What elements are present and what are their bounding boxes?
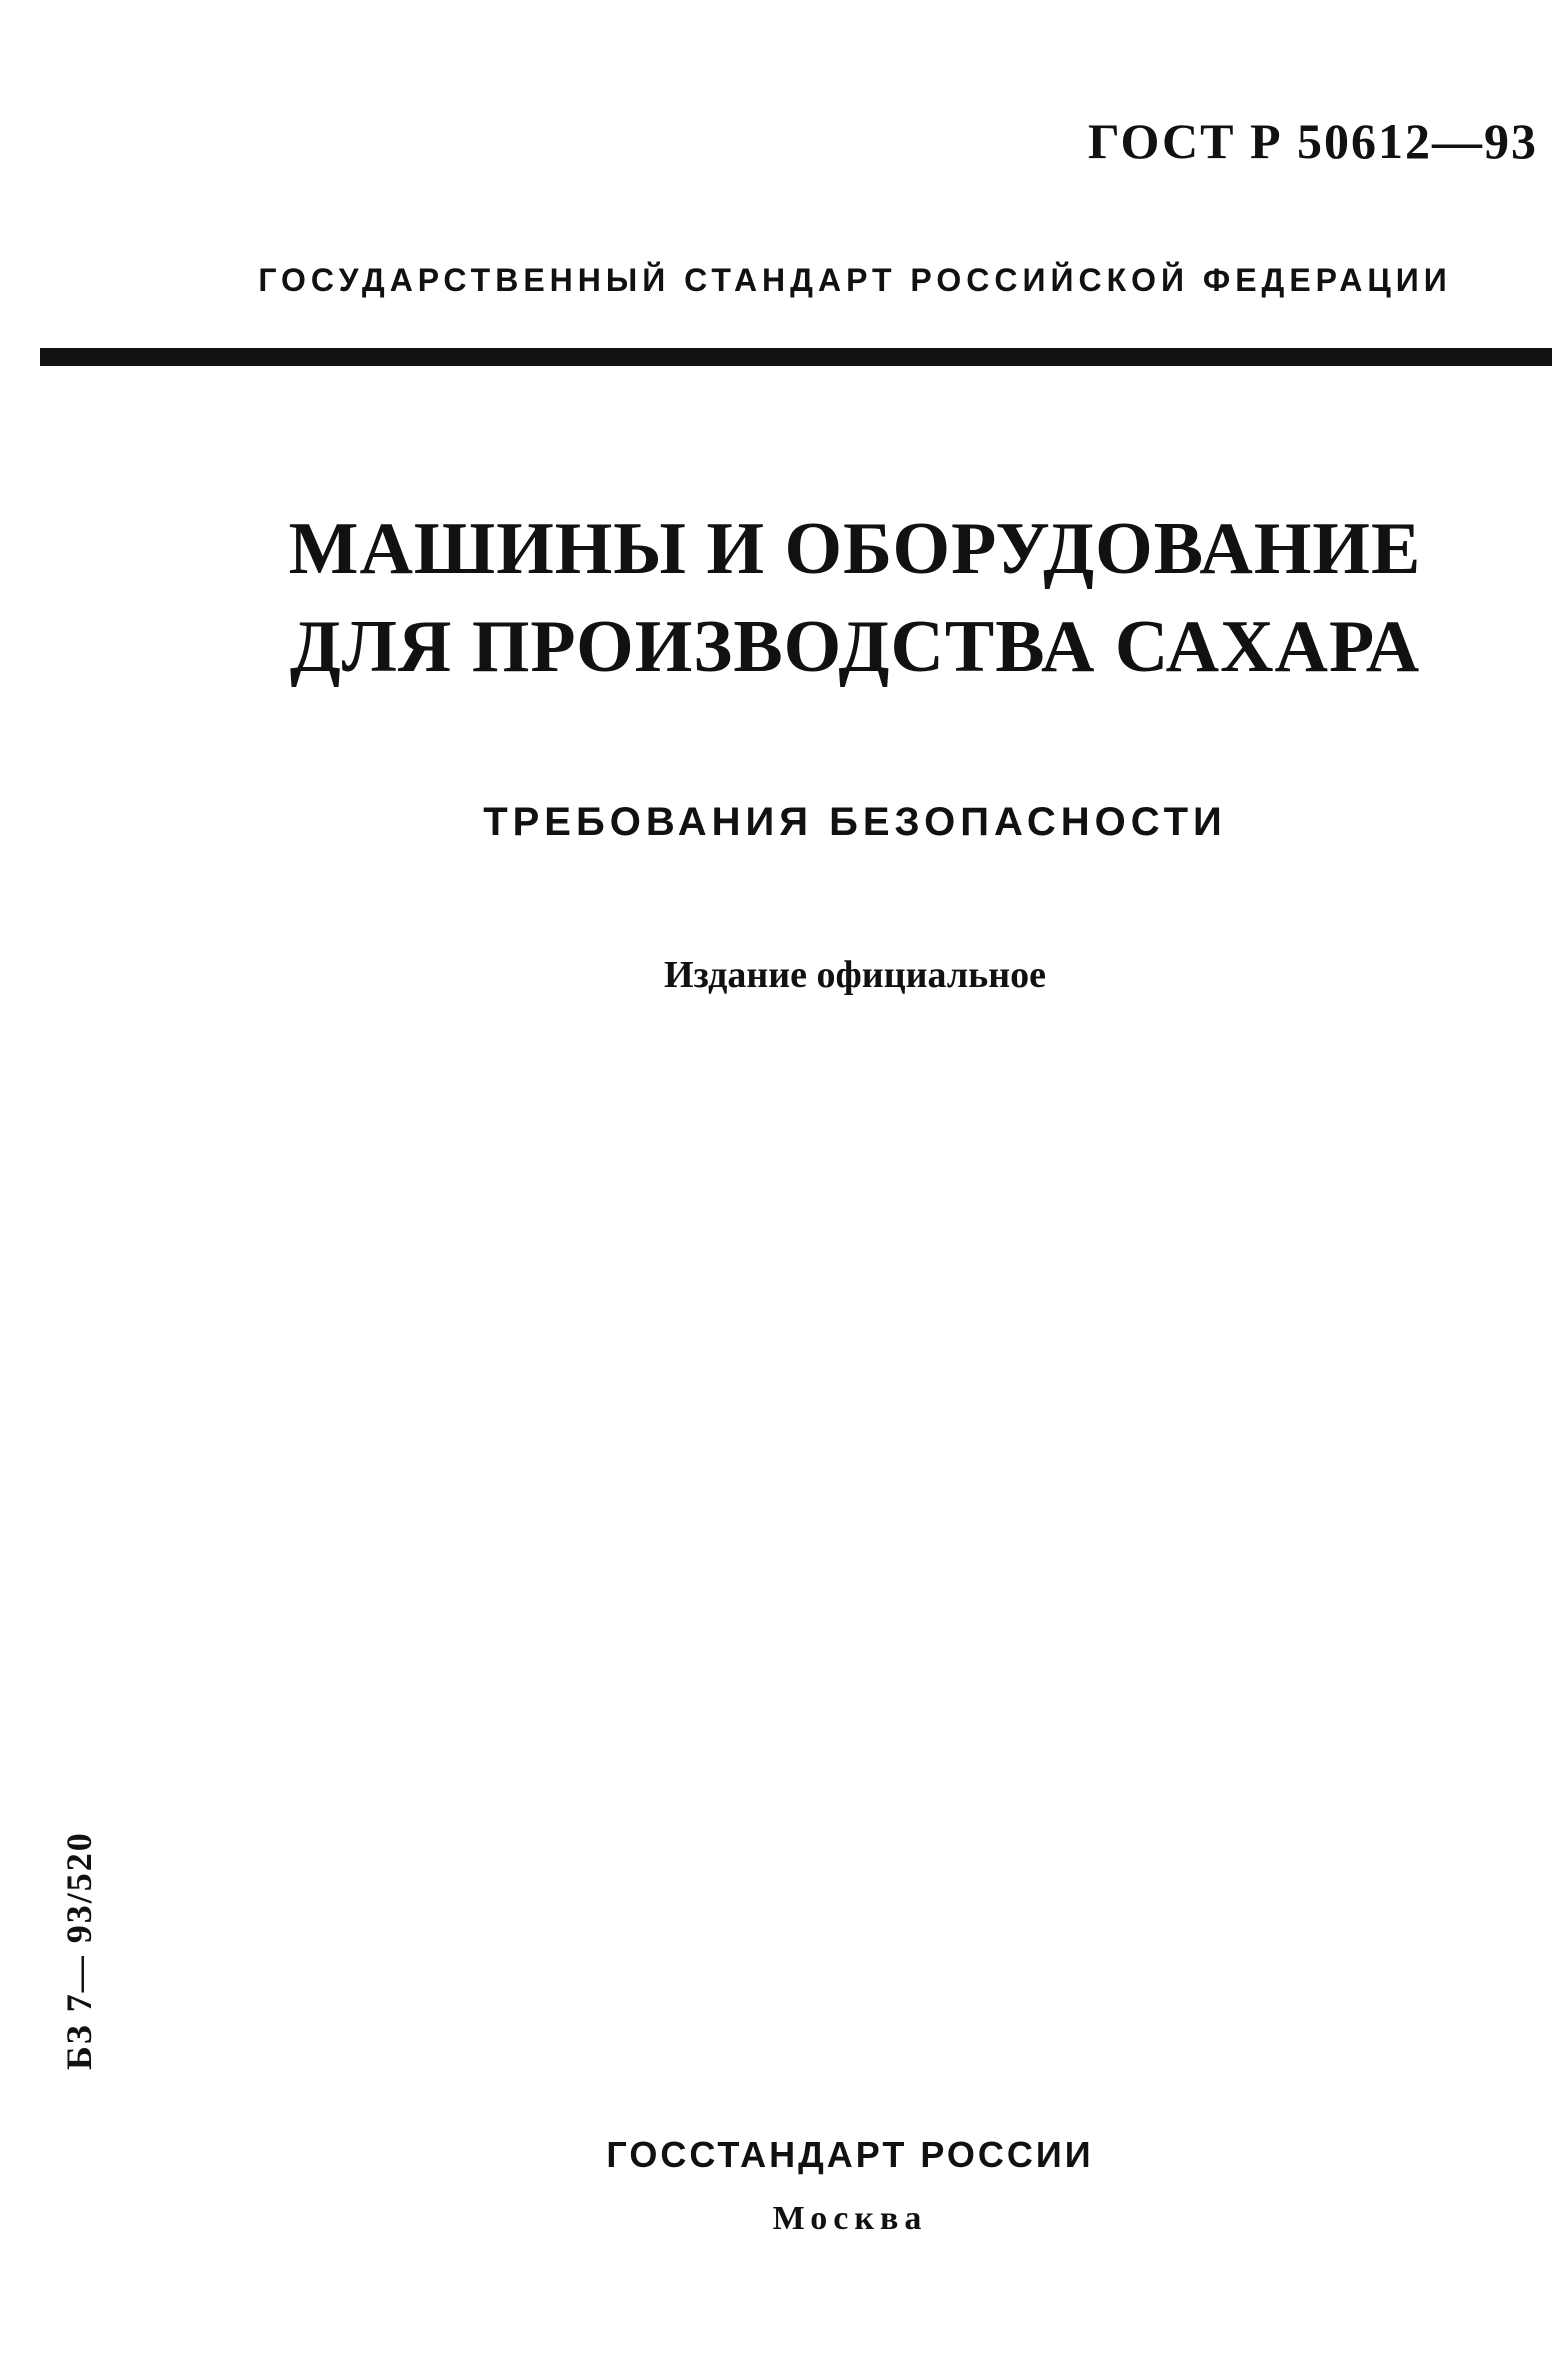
publisher-city: Москва [772, 2200, 928, 2237]
document-title [0, 500, 1552, 696]
title-line-2: ДЛЯ ПРОИЗВОДСТВА САХАРА [289, 606, 1421, 688]
publisher-name: ГОССТАНДАРТ РОССИИ [606, 2134, 1094, 2175]
side-catalog-code: БЗ 7— 93/520 [59, 1831, 99, 2070]
title-line-1: МАШИНЫ И ОБОРУДОВАНИЕ [288, 508, 1422, 590]
organization-header: ГОСУДАРСТВЕННЫЙ СТАНДАРТ РОССИЙСКОЙ ФЕДЕРАЦИИ [258, 262, 1452, 298]
edition-label: Издание официальное [663, 954, 1046, 996]
standard-code: ГОСТ Р 50612—93 [1087, 113, 1538, 169]
header-divider [40, 348, 1552, 366]
document-subtitle: ТРЕБОВАНИЯ БЕЗОПАСНОСТИ [483, 800, 1227, 844]
